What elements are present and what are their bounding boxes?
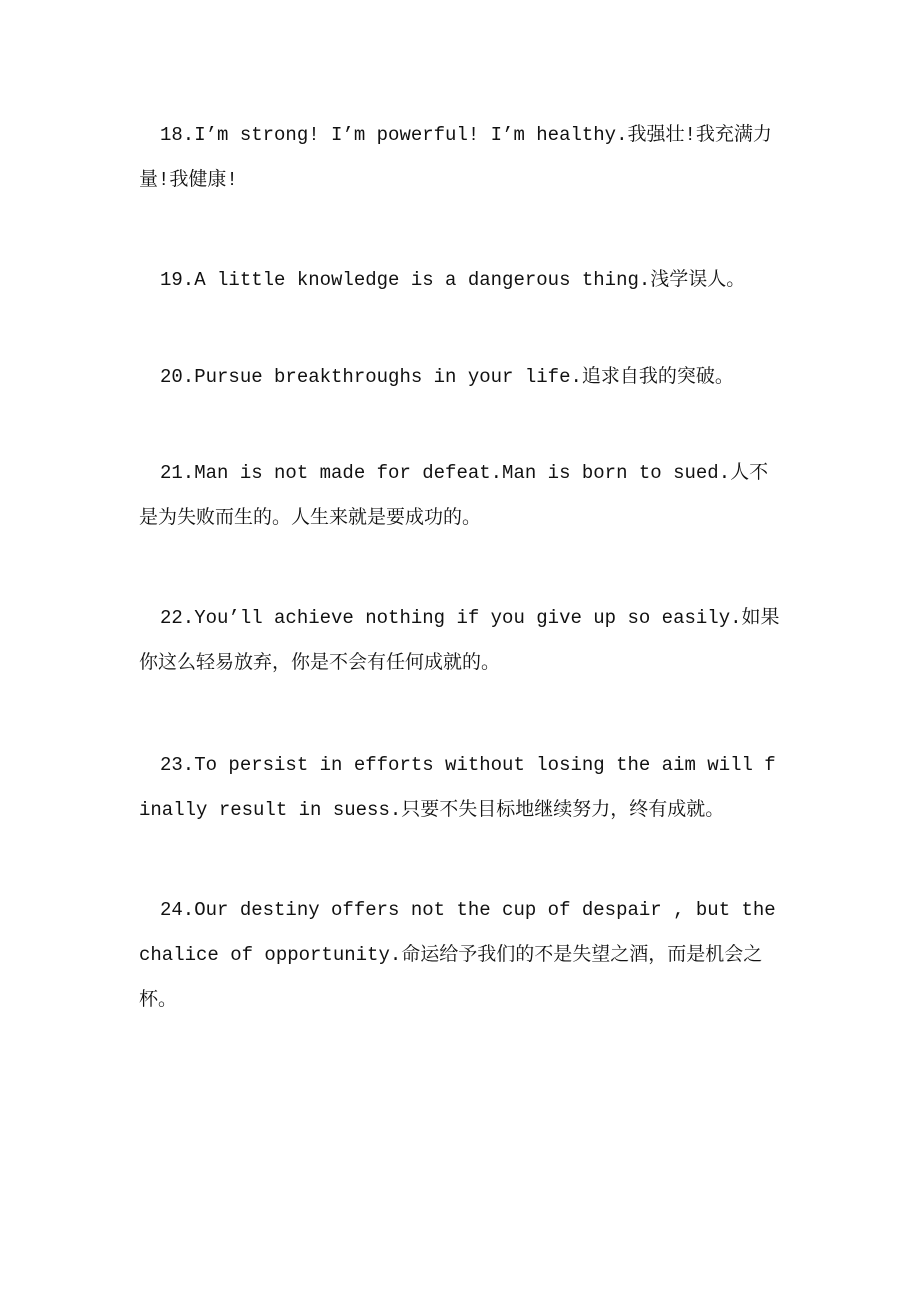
quote-paragraph-22: 22.You’ll achieve nothing if you give up so easily.如果你这么轻易放弃，你是不会有任何成就的。 <box>139 607 780 674</box>
quote-paragraph-21: 21.Man is not made for defeat.Man is born to sued.人不是为失败而生的。人生来就是要成功的。 <box>139 462 769 529</box>
quote-paragraph-19: 19.A little knowledge is a dangerous thing.浅学误人。 <box>160 269 746 291</box>
quote-paragraph-20: 20.Pursue breakthroughs in your life.追求自我的突破。 <box>160 366 734 388</box>
quote-paragraph-18: 18.I’m strong! I’m powerful! I’m healthy.我强壮!我充满力量!我健康! <box>139 124 772 191</box>
quote-paragraph-23: 23.To persist in efforts without losing the aim will finally result in suess.只要不失目标地继续努力，终有成就。 <box>139 754 776 821</box>
quote-paragraph-24: 24.Our destiny offers not the cup of despair , but the chalice of opportunity.命运给予我们的不是失望之酒，而是机会之杯。 <box>139 899 776 1011</box>
